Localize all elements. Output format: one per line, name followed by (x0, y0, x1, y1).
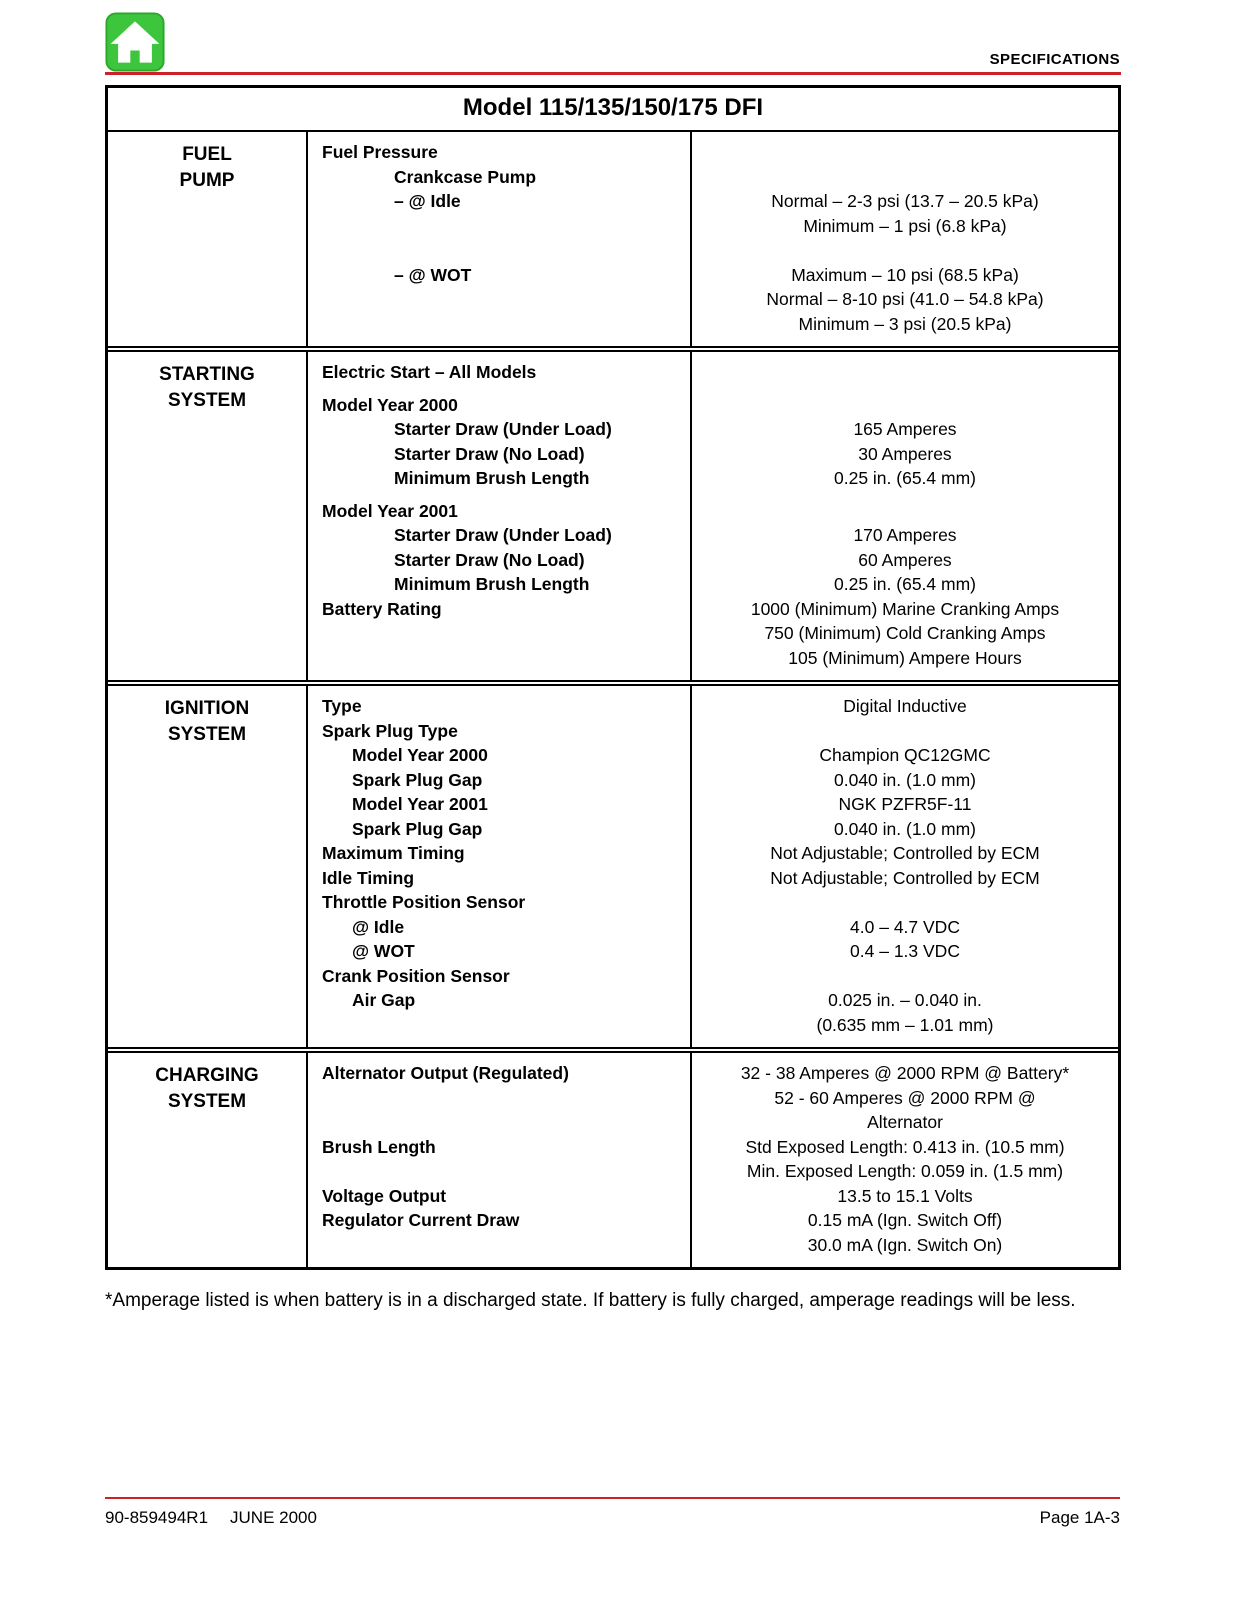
spec-value-line: 30.0 mA (Ign. Switch On) (807, 1234, 1003, 1255)
spec-value-line: 165 Amperes (853, 419, 957, 439)
spec-table-body (108, 132, 1118, 1267)
spec-label-line: Electric Start – All Models (322, 362, 537, 382)
section-label-column (308, 1053, 692, 1267)
section-label-column (308, 686, 692, 1047)
spec-label-line: Minimum Brush Length (394, 468, 590, 488)
section-label-column (308, 352, 692, 680)
page-header (105, 0, 1120, 72)
spec-value-line: Not Adjustable; Controlled by ECM (770, 843, 1040, 863)
footer-row (105, 1499, 1120, 1528)
spec-value-line: Normal – 8-10 psi (41.0 – 54.8 kPa) (766, 289, 1044, 309)
spec-label-line: Brush Length (322, 1136, 436, 1157)
spec-value-line: 13.5 to 15.1 Volts (837, 1185, 973, 1206)
spec-label-line: Model Year 2000 (322, 394, 458, 415)
spec-label-line: Alternator Output (Regulated) (322, 1063, 569, 1083)
spec-value-line: 0.040 in. (1.0 mm) (834, 818, 976, 839)
home-icon-glyph (105, 12, 165, 72)
spec-label-line: – @ WOT (394, 264, 472, 285)
spec-label-line: Minimum Brush Length (394, 574, 590, 594)
section-name-cell (108, 1053, 308, 1267)
spec-label-line: @ WOT (352, 941, 415, 961)
spec-label-line: Idle Timing (322, 867, 415, 888)
spec-section-starting-system (108, 346, 1118, 680)
section-label-column (308, 132, 692, 346)
spec-label-line (322, 312, 682, 337)
spec-label-line: Spark Plug Gap (352, 818, 483, 839)
footer-left (105, 1508, 317, 1528)
section-name-cell (108, 132, 308, 346)
section-name-line: PUMP (179, 170, 235, 191)
spec-label-line: Voltage Output (322, 1185, 447, 1206)
footnote: *Amperage listed is when battery is in a discharged state. If battery is fully charged, amperage readings will be less. (105, 1290, 1076, 1311)
spec-value-line: 0.25 in. (65.4 mm) (834, 574, 976, 594)
spec-section-charging-system (108, 1047, 1118, 1267)
footer-doc-number: 90-859494R1 (105, 1508, 209, 1527)
spec-value-line: 1000 (Minimum) Marine Cranking Amps (750, 598, 1060, 619)
spec-value-line: 4.0 – 4.7 VDC (850, 916, 960, 937)
spec-label-line (322, 1233, 682, 1258)
section-name-line: FUEL (182, 144, 232, 165)
spec-value-line: 0.15 mA (Ign. Switch Off) (807, 1210, 1003, 1230)
spec-label-line: Crankcase Pump (394, 166, 537, 187)
spec-value-line: 52 - 60 Amperes @ 2000 RPM @ (774, 1087, 1036, 1108)
spec-label-line: Model Year 2001 (322, 500, 458, 521)
spec-label-line: Regulator Current Draw (322, 1210, 520, 1230)
spec-value-line: 0.040 in. (1.0 mm) (834, 769, 976, 790)
spec-value-line (696, 499, 1114, 524)
spec-value-line: 0.25 in. (65.4 mm) (834, 468, 976, 488)
spec-value-line (696, 393, 1114, 418)
spec-label-line: – @ Idle (394, 191, 461, 211)
spec-value-line (696, 360, 1114, 385)
spec-value-line (696, 890, 1114, 915)
spec-value-line (696, 719, 1114, 744)
section-value-column (692, 132, 1118, 346)
spec-label-line: Air Gap (352, 990, 416, 1010)
spec-label-line: Spark Plug Gap (352, 769, 483, 790)
spec-value-line: Std Exposed Length: 0.413 in. (10.5 mm) (745, 1136, 1065, 1157)
footer-date: JUNE 2000 (230, 1508, 317, 1527)
spec-label-line (322, 238, 682, 263)
section-value-column (692, 686, 1118, 1047)
spec-value-line: 750 (Minimum) Cold Cranking Amps (764, 623, 1046, 643)
spec-label-line: Maximum Timing (322, 843, 465, 863)
spec-label-line: Spark Plug Type (322, 720, 458, 741)
spec-value-line: (0.635 mm – 1.01 mm) (816, 1014, 994, 1035)
spec-label-line (322, 1013, 682, 1038)
spec-value-line: 32 - 38 Amperes @ 2000 RPM @ Battery* (740, 1063, 1070, 1083)
spec-value-line: 30 Amperes (858, 443, 952, 464)
spec-value-line: Normal – 2-3 psi (13.7 – 20.5 kPa) (771, 191, 1039, 211)
spec-label-line (322, 1159, 682, 1184)
spec-value-line: Minimum – 3 psi (20.5 kPa) (798, 313, 1012, 334)
spec-label-line: @ Idle (352, 916, 405, 937)
table-title: Model 115/135/150/175 DFI (108, 88, 1118, 132)
spec-label-line: Starter Draw (Under Load) (394, 525, 612, 545)
spec-label-line: Starter Draw (No Load) (394, 443, 585, 464)
spec-value-line: 0.025 in. – 0.040 in. (828, 990, 982, 1010)
spec-label-line: Type (322, 696, 362, 716)
section-name-line: CHARGING (155, 1065, 259, 1086)
section-name-line: SYSTEM (167, 390, 247, 411)
spec-label-line (322, 621, 682, 646)
spec-label-line: Model Year 2001 (352, 794, 488, 814)
spec-value-line (696, 165, 1114, 190)
spec-value-line: Not Adjustable; Controlled by ECM (770, 867, 1040, 888)
section-name-line: SYSTEM (167, 724, 247, 745)
section-value-column (692, 352, 1118, 680)
page-heading: SPECIFICATIONS (989, 51, 1120, 68)
spec-label-line (322, 214, 682, 239)
page-footer (105, 1497, 1120, 1528)
section-name-line: SYSTEM (167, 1091, 247, 1112)
spec-value-line: 105 (Minimum) Ampere Hours (788, 647, 1022, 668)
section-value-column (692, 1053, 1118, 1267)
section-name-line: IGNITION (164, 698, 250, 719)
spec-label-line (322, 1110, 682, 1135)
spec-table (105, 85, 1121, 1270)
spec-label-line: Throttle Position Sensor (322, 892, 526, 912)
section-name-cell (108, 352, 308, 680)
spec-value-line: NGK PZFR5F-11 (838, 794, 972, 814)
spec-value-line (696, 238, 1114, 263)
footer-page-number: Page 1A-3 (1039, 1508, 1120, 1527)
spec-value-line: 0.4 – 1.3 VDC (850, 941, 960, 961)
spec-label-line: Starter Draw (Under Load) (394, 419, 612, 439)
spec-value-line: 170 Amperes (853, 525, 957, 545)
home-icon[interactable] (105, 12, 165, 72)
spec-label-line: Crank Position Sensor (322, 965, 510, 986)
spec-value-line: 60 Amperes (858, 549, 952, 570)
spec-value-line: Champion QC12GMC (819, 745, 991, 765)
spec-value-line (696, 140, 1114, 165)
spec-section-fuel-pump (108, 132, 1118, 346)
spec-value-line (696, 964, 1114, 989)
header-rule (105, 72, 1121, 75)
spec-label-line: Model Year 2000 (352, 745, 488, 765)
spec-value-line: Maximum – 10 psi (68.5 kPa) (791, 264, 1019, 285)
spec-label-line: Starter Draw (No Load) (394, 549, 585, 570)
section-name-line: STARTING (159, 364, 255, 385)
spec-value-line: Min. Exposed Length: 0.059 in. (1.5 mm) (746, 1161, 1064, 1181)
spec-value-line: Digital Inductive (843, 696, 967, 716)
spec-section-ignition-system (108, 680, 1118, 1047)
spec-label-line (322, 1086, 682, 1111)
spec-label-line: Fuel Pressure (322, 142, 438, 162)
spec-label-line (322, 646, 682, 671)
section-name-cell (108, 686, 308, 1047)
spec-value-line: Minimum – 1 psi (6.8 kPa) (803, 215, 1007, 236)
spec-label-line (322, 287, 682, 312)
spec-label-line: Battery Rating (322, 598, 442, 619)
spec-value-line: Alternator (867, 1112, 943, 1132)
